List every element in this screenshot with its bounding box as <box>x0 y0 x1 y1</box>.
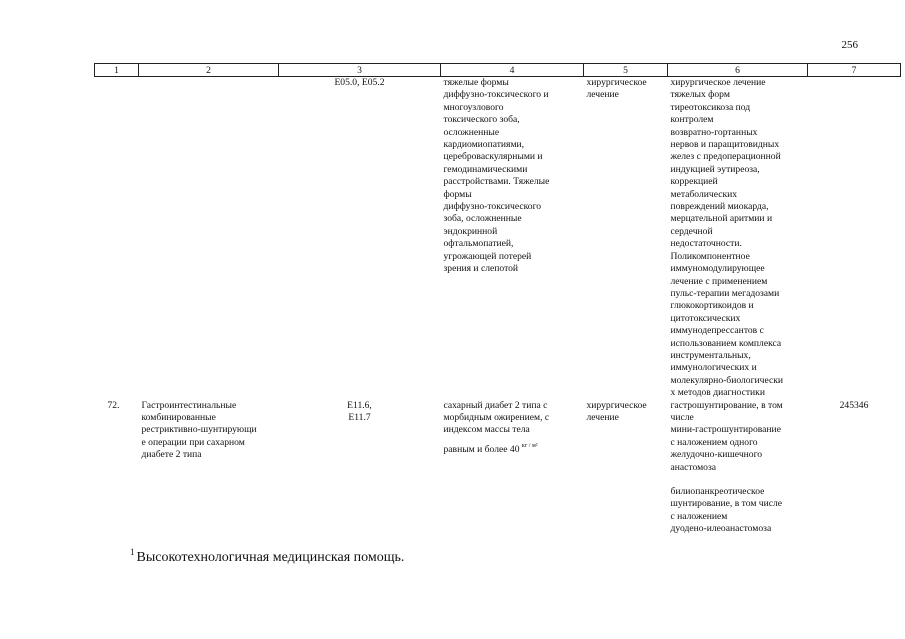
cont-method-line: мерцательной аритмии и <box>670 213 773 225</box>
row-name-line: рестриктивно-шунтирующи <box>141 424 257 436</box>
row-method-cell <box>668 400 808 536</box>
column-header-2: 2 <box>139 64 279 77</box>
cont-diagnosis-line: осложненные <box>443 126 500 138</box>
row-diagnosis-line: индексом массы тела <box>443 424 530 436</box>
cont-method-line: индукцией эутиреоза, <box>670 163 760 175</box>
cont-name-cell <box>139 77 279 400</box>
row-method-b-line: билиопанкреотическое <box>670 486 765 497</box>
cont-method-line: возвратно-гортанных <box>670 126 758 138</box>
cont-diagnosis-line: офтальмопатией, <box>443 238 514 250</box>
row-code-line: E11.7 <box>348 411 371 423</box>
cont-method-line: тяжелых форм <box>670 89 730 101</box>
cont-method-line: Поликомпонентное <box>670 250 750 262</box>
row-diagnosis-line: морбидным ожирением, с <box>443 411 550 423</box>
row-code-line: E11.6, <box>347 399 372 411</box>
medical-care-table <box>94 63 901 536</box>
row-method-b-line: шунтирование, в том числе <box>670 498 783 510</box>
cont-diagnosis-line: гемодинамическими <box>443 163 528 175</box>
column-header-5: 5 <box>584 64 668 77</box>
row-method-a-line: числе <box>670 411 694 423</box>
cont-method-line: х методов диагностики <box>670 387 765 399</box>
cont-treatment-type-line: лечение <box>586 89 619 101</box>
cont-method-line: коррекцией <box>670 176 718 188</box>
cont-treatment-type-cell <box>584 77 668 400</box>
footnote-marker: 1 <box>130 547 135 557</box>
cont-method-line: иммунодепрессантов с <box>670 325 764 337</box>
cont-method-line: использованием комплекса <box>670 337 782 349</box>
cont-method-line: контролем <box>670 114 714 126</box>
cont-diagnosis-line: тяжелые формы <box>443 77 509 88</box>
cont-diagnosis-line: расстройствами. Тяжелые <box>443 176 550 188</box>
cont-number-cell <box>95 77 139 400</box>
cont-method-line: иммунологических и <box>670 362 757 374</box>
cont-method-line: повреждений миокарда, <box>670 201 769 213</box>
cont-method-line: молекулярно-биологически <box>670 374 784 386</box>
cont-diagnosis-cell <box>441 77 584 400</box>
row-treatment-type-cell <box>584 400 668 536</box>
cont-cost-cell <box>808 77 901 400</box>
cont-method-line: инструментальных, <box>670 349 751 361</box>
column-header-7: 7 <box>808 64 901 77</box>
cont-diagnosis-line: зоба, осложненные <box>443 213 522 225</box>
cont-method-line: метаболических <box>670 188 738 200</box>
row-number-cell <box>95 400 139 536</box>
cont-method-line: иммуномодулирующее <box>670 263 765 275</box>
row-method-a-line: с наложением одного <box>670 436 758 448</box>
cont-diagnosis-line: кардиомиопатиями, <box>443 139 525 151</box>
column-number-row <box>95 64 901 77</box>
row-diagnosis-cell <box>441 400 584 536</box>
cont-method-line: цитотоксических <box>670 312 741 324</box>
cont-diagnosis-line: цереброваскулярными и <box>443 151 543 163</box>
footnote-text: Высокотехнологичная медицинская помощь. <box>136 550 405 565</box>
column-header-3: 3 <box>279 64 441 77</box>
cont-diagnosis-line: эндокринной <box>443 225 498 237</box>
column-header-1: 1 <box>95 64 139 77</box>
cont-method-line: тиреотоксикоза под <box>670 101 751 113</box>
cont-method-cell <box>668 77 808 400</box>
cont-method-line: недостаточности. <box>670 238 742 250</box>
row-name-line: Гастроинтестинальные <box>141 399 237 411</box>
method-spacer <box>671 474 805 486</box>
row-method-a-line: анастомоза <box>670 461 717 473</box>
row-treatment-type-line: лечение <box>586 411 619 423</box>
table-row-continuation <box>95 77 901 400</box>
row-method-b-line: с наложением <box>670 510 728 522</box>
row-cost-cell <box>808 400 901 536</box>
cont-diagnosis-line: многоузлового <box>443 101 504 113</box>
row-number: 72. <box>107 399 120 411</box>
cont-diagnosis-line: угрожающей потерей <box>443 250 532 262</box>
row-diagnosis-text: равным и более 40 <box>443 443 520 455</box>
row-codes-cell <box>279 400 441 536</box>
cont-diagnosis-line: токсического зоба, <box>443 114 520 126</box>
row-method-a-line: гастрошунтирование, в том <box>670 399 783 411</box>
cont-diagnosis-line: диффузно-токсического и <box>443 89 549 101</box>
cont-method-line: хирургическое лечение <box>670 77 766 88</box>
page-number: 256 <box>841 39 858 51</box>
cont-method-line: нервов и паращитовидных <box>670 139 780 151</box>
cont-diagnosis-line: зрения и слепотой <box>443 263 519 275</box>
cont-treatment-type-line: хирургическое <box>586 77 647 88</box>
row-method-a-line: желудочно-кишечного <box>670 449 763 461</box>
cont-method-line: пульс-терапии мегадозами <box>670 287 780 299</box>
cont-diagnosis-line: диффузно-токсического <box>443 201 542 213</box>
cont-codes-cell <box>279 77 441 400</box>
cont-codes: E05.0, E05.2 <box>334 77 385 88</box>
row-diagnosis-line: сахарный диабет 2 типа с <box>443 399 548 411</box>
footnote <box>130 547 404 566</box>
row-name-line: комбинированные <box>141 411 216 423</box>
table-row-72 <box>95 400 901 536</box>
row-method-a-line: мини-гастрошунтирование <box>670 424 781 436</box>
cont-diagnosis-line: формы <box>443 188 472 200</box>
row-method-b-line: дуодено-илеоанастомоза <box>670 523 772 535</box>
row-treatment-type-line: хирургическое <box>586 399 647 411</box>
cont-method-line: лечение с применением <box>670 275 768 287</box>
row-diagnosis-line-last <box>444 440 581 456</box>
row-name-cell <box>139 400 279 536</box>
cont-method-line: сердечной <box>670 225 713 237</box>
bmi-unit: кг / м² <box>521 442 538 449</box>
column-header-4: 4 <box>441 64 584 77</box>
row-name-line: е операции при сахарном <box>141 436 245 448</box>
cont-method-line: глюкокортикоидов и <box>670 300 754 312</box>
cont-method-line: желез с предоперационной <box>670 151 781 163</box>
row-name-line: диабете 2 типа <box>141 449 202 461</box>
column-header-6: 6 <box>668 64 808 77</box>
row-cost: 245346 <box>839 399 869 411</box>
